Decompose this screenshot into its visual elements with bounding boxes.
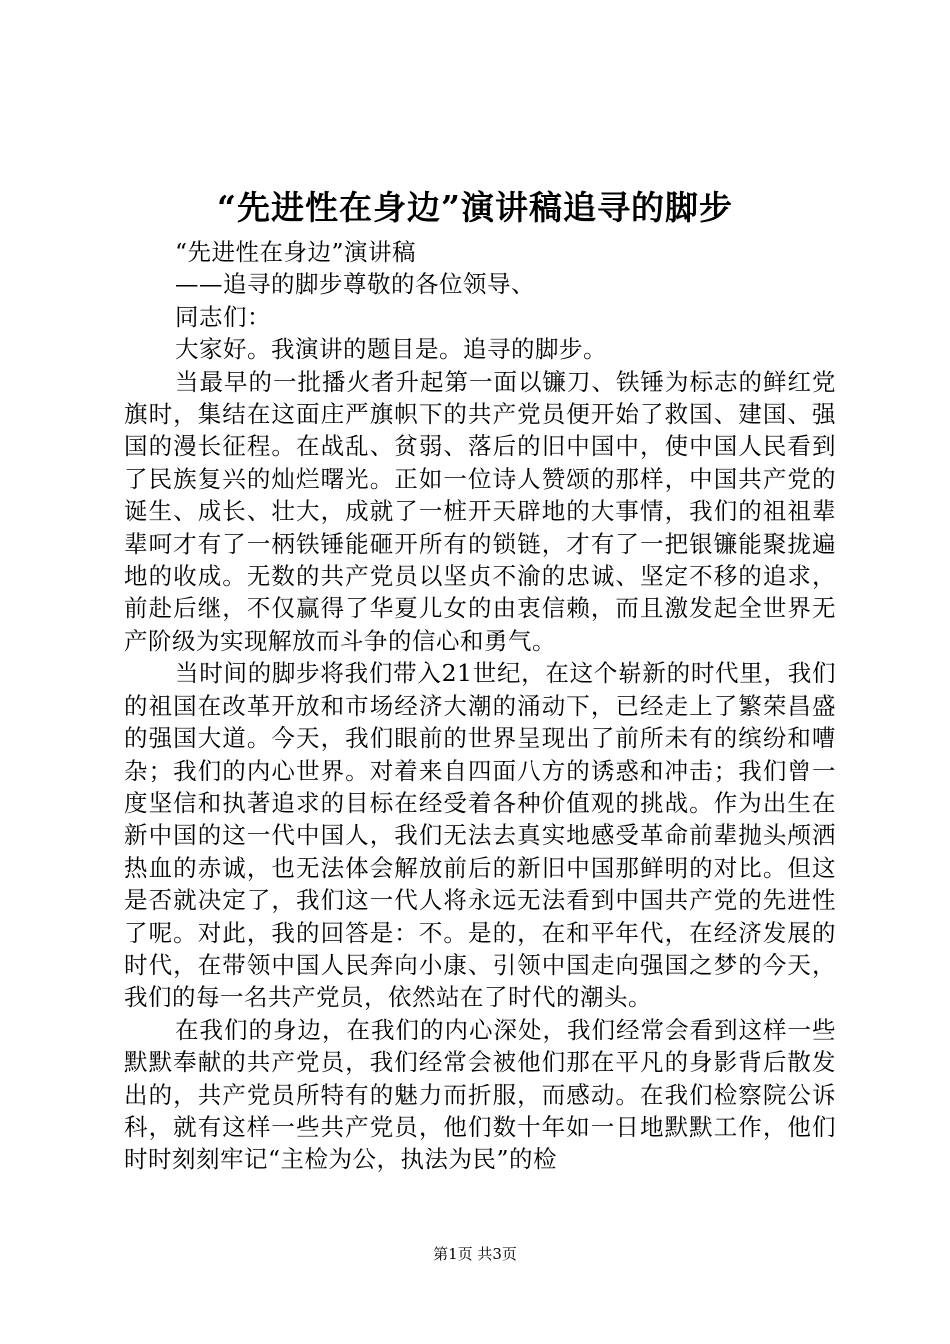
salutation: 同志们： <box>175 302 271 331</box>
paragraph-2: 当时间的脚步将我们带入21世纪，在这个崭新的时代里，我们的祖国在改革开放和市场经济大潮的涌动下，已经走上了繁荣昌盛的强国大道。今天，我们眼前的世界呈现出了前所未有的缤纷和嘈杂；我们的内心世界。对着来自四面八方的诱惑和冲击；我们曾一度坚信和执著追求的目标在经受着各种价值观的挑战。作为出生在新中国的这一代中国人，我们无法去真实地感受革命前辈抛头颅洒热血的赤诚，也无法体会解放前后的新旧中国那鲜明的对比。但这是否就决定了，我们这一代人将永远无法看到中国共产党的先进性了呢。对此，我的回答是：不。是的，在和平年代，在经济发展的时代，在带领中国人民奔向小康、引领中国走向强国之梦的今天，我们的每一名共产党员，依然站在了时代的潮头。 <box>124 659 836 1012</box>
paragraph-3: 在我们的身边，在我们的内心深处，我们经常会看到这样一些默默奉献的共产党员，我们经常会被他们那在平凡的身影背后散发出的，共产党员所特有的魅力而折服，而感动。在我们检察院公诉科，就有这样一些共产党员，他们数十年如一日地默默工作，他们时时刻刻牢记“主检为公，执法为民”的检 <box>124 1015 836 1174</box>
subtitle-line-2: ——追寻的脚步尊敬的各位领导、 <box>175 270 535 299</box>
subtitle-line-1: “先进性在身边”演讲稿 <box>175 238 417 266</box>
paragraph-1: 当最早的一批播火者升起第一面以镰刀、铁锤为标志的鲜红党旗时，集结在这面庄严旗帜下的共产党员便开始了救国、建国、强国的漫长征程。在战乱、贫弱、落后的旧中国中，使中国人民看到了民族复兴的灿烂曙光。正如一位诗人赞颂的那样，中国共产党的诞生、成长、壮大，成就了一桩开天辟地的大事情，我们的祖祖辈辈呵才有了一柄铁锤能砸开所有的锁链，才有了一把银镰能聚拢遍地的收成。无数的共产党员以坚贞不渝的忠诚、坚定不移的追求，前赴后继，不仅赢得了华夏儿女的由衷信赖，而且激发起全世界无产阶级为实现解放而斗争的信心和勇气。 <box>124 367 836 655</box>
document-title: “先进性在身边”演讲稿追寻的脚步 <box>217 188 733 227</box>
greeting: 大家好。我演讲的题目是。追寻的脚步。 <box>175 335 607 364</box>
document-body <box>124 236 836 1176</box>
page-footer: 第1页 共3页 <box>433 1245 517 1263</box>
